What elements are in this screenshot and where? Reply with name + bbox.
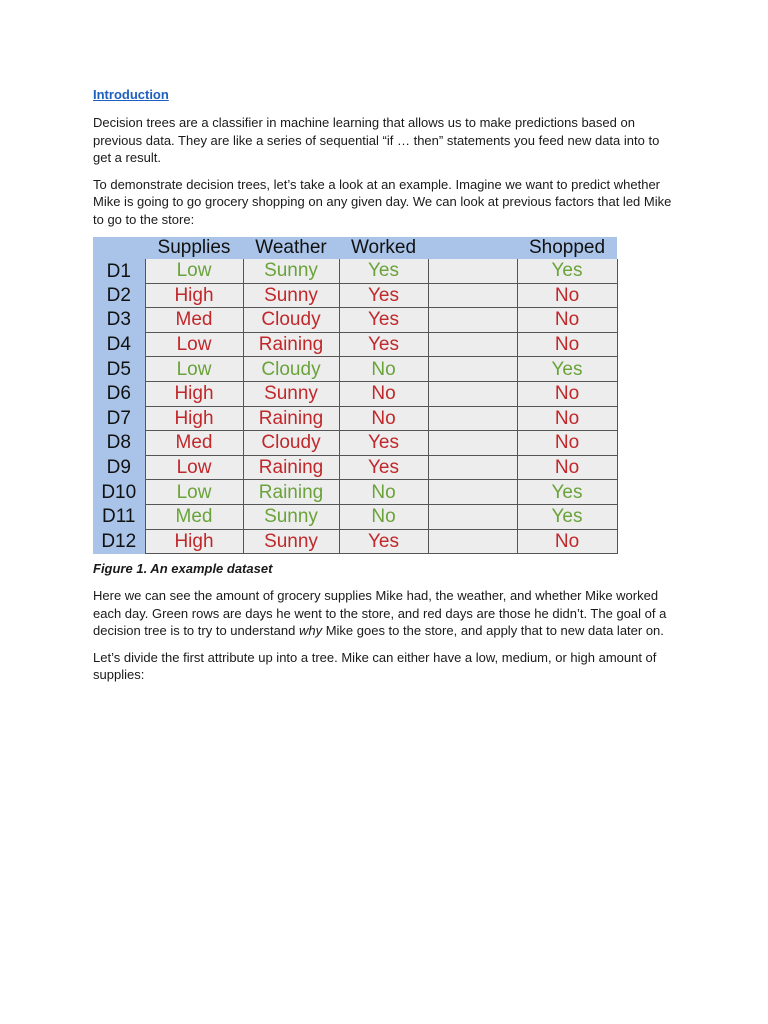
cell-blank — [428, 504, 517, 529]
cell-worked: Yes — [339, 455, 428, 480]
table-row — [93, 381, 617, 406]
row-day-label: D7 — [93, 406, 145, 431]
paragraph-divide: Let’s divide the first attribute up into a tree. Mike can either have a low, medium, or high amount of supplies: — [93, 649, 657, 683]
cell-shopped: No — [517, 529, 617, 554]
cell-shopped: No — [517, 308, 617, 333]
cell-blank — [428, 332, 517, 357]
cell-blank — [428, 283, 517, 308]
cell-weather: Raining — [243, 332, 339, 357]
row-day-label: D4 — [93, 332, 145, 357]
cell-shopped: No — [517, 283, 617, 308]
cell-shopped: Yes — [517, 504, 617, 529]
table-row — [93, 283, 617, 308]
table-row — [93, 529, 617, 554]
header-shopped: Shopped — [517, 237, 617, 259]
cell-supplies: Med — [145, 431, 243, 456]
cell-supplies: Med — [145, 308, 243, 333]
row-day-label: D12 — [93, 529, 145, 554]
cell-worked: Yes — [339, 431, 428, 456]
row-day-label: D3 — [93, 308, 145, 333]
table-row — [93, 308, 617, 333]
cell-supplies: Low — [145, 480, 243, 505]
table-row — [93, 357, 617, 382]
cell-worked: No — [339, 357, 428, 382]
cell-worked: Yes — [339, 259, 428, 283]
paragraph-intro: Decision trees are a classifier in machine learning that allows us to make predictions based on previous data. They are like a series of sequential “if … then” statements you feed new data into to get a result. — [93, 115, 660, 165]
cell-blank — [428, 455, 517, 480]
paragraph-example: To demonstrate decision trees, let’s take a look at an example. Imagine we want to predict whether Mike is going to go grocery shopping on any given day. We can look at previous factors that led Mike to go to the store: — [93, 176, 672, 227]
cell-worked: No — [339, 480, 428, 505]
cell-worked: Yes — [339, 529, 428, 554]
cell-worked: Yes — [339, 332, 428, 357]
cell-supplies: Low — [145, 332, 243, 357]
row-day-label: D2 — [93, 283, 145, 308]
cell-worked: No — [339, 381, 428, 406]
cell-shopped: Yes — [517, 259, 617, 283]
cell-supplies: High — [145, 406, 243, 431]
cell-worked: No — [339, 504, 428, 529]
table-row — [93, 431, 617, 456]
paragraph-explanation-emphasis: why — [298, 623, 323, 639]
cell-blank — [428, 308, 517, 333]
cell-weather: Raining — [243, 455, 339, 480]
table-body — [93, 259, 617, 554]
cell-worked: Yes — [339, 283, 428, 308]
cell-blank — [428, 480, 517, 505]
row-day-label: D10 — [93, 480, 145, 505]
table-row — [93, 332, 617, 357]
table-row — [93, 259, 617, 283]
cell-worked: No — [339, 406, 428, 431]
row-day-label: D8 — [93, 431, 145, 456]
cell-shopped: No — [517, 332, 617, 357]
header-day — [93, 237, 145, 259]
table-row — [93, 480, 617, 505]
table-header-row — [93, 237, 617, 259]
dataset-table — [93, 237, 618, 554]
document-page — [93, 86, 673, 693]
cell-weather: Cloudy — [243, 308, 339, 333]
table-row — [93, 504, 617, 529]
cell-blank — [428, 431, 517, 456]
cell-weather: Raining — [243, 406, 339, 431]
table-row — [93, 455, 617, 480]
cell-supplies: Med — [145, 504, 243, 529]
cell-blank — [428, 357, 517, 382]
paragraph-explanation-part1: Here we can see the amount of grocery supplies Mike had, the weather, and whether Mike worked each day. Green rows are days he went to the store, and red days are those he didn’t. The goal of a decision tree is to try to understand — [93, 588, 667, 639]
cell-supplies: High — [145, 283, 243, 308]
cell-weather: Cloudy — [243, 357, 339, 382]
cell-supplies: Low — [145, 357, 243, 382]
cell-weather: Sunny — [243, 381, 339, 406]
section-heading-introduction[interactable]: Introduction — [93, 87, 169, 102]
header-worked: Worked — [339, 237, 428, 259]
paragraph-explanation — [93, 587, 673, 640]
cell-weather: Cloudy — [243, 431, 339, 456]
cell-weather: Sunny — [243, 259, 339, 283]
cell-supplies: High — [145, 529, 243, 554]
header-weather: Weather — [243, 237, 339, 259]
cell-blank — [428, 529, 517, 554]
cell-supplies: Low — [145, 455, 243, 480]
cell-weather: Raining — [243, 480, 339, 505]
row-day-label: D11 — [93, 504, 145, 529]
paragraph-explanation-part2: Mike goes to the store, and apply that to new data later on. — [322, 623, 664, 639]
cell-blank — [428, 381, 517, 406]
row-day-label: D9 — [93, 455, 145, 480]
cell-blank — [428, 406, 517, 431]
cell-shopped: Yes — [517, 480, 617, 505]
header-blank — [428, 237, 517, 259]
row-day-label: D1 — [93, 259, 145, 283]
cell-weather: Sunny — [243, 529, 339, 554]
figure-caption: Figure 1. An example dataset — [93, 561, 273, 577]
cell-supplies: High — [145, 381, 243, 406]
cell-shopped: No — [517, 455, 617, 480]
cell-shopped: Yes — [517, 357, 617, 382]
dataset-figure — [93, 237, 617, 554]
cell-shopped: No — [517, 406, 617, 431]
cell-weather: Sunny — [243, 504, 339, 529]
row-day-label: D5 — [93, 357, 145, 382]
cell-blank — [428, 259, 517, 283]
row-day-label: D6 — [93, 381, 145, 406]
header-supplies: Supplies — [145, 237, 243, 259]
table-row — [93, 406, 617, 431]
cell-supplies: Low — [145, 259, 243, 283]
cell-worked: Yes — [339, 308, 428, 333]
cell-weather: Sunny — [243, 283, 339, 308]
cell-shopped: No — [517, 431, 617, 456]
cell-shopped: No — [517, 381, 617, 406]
